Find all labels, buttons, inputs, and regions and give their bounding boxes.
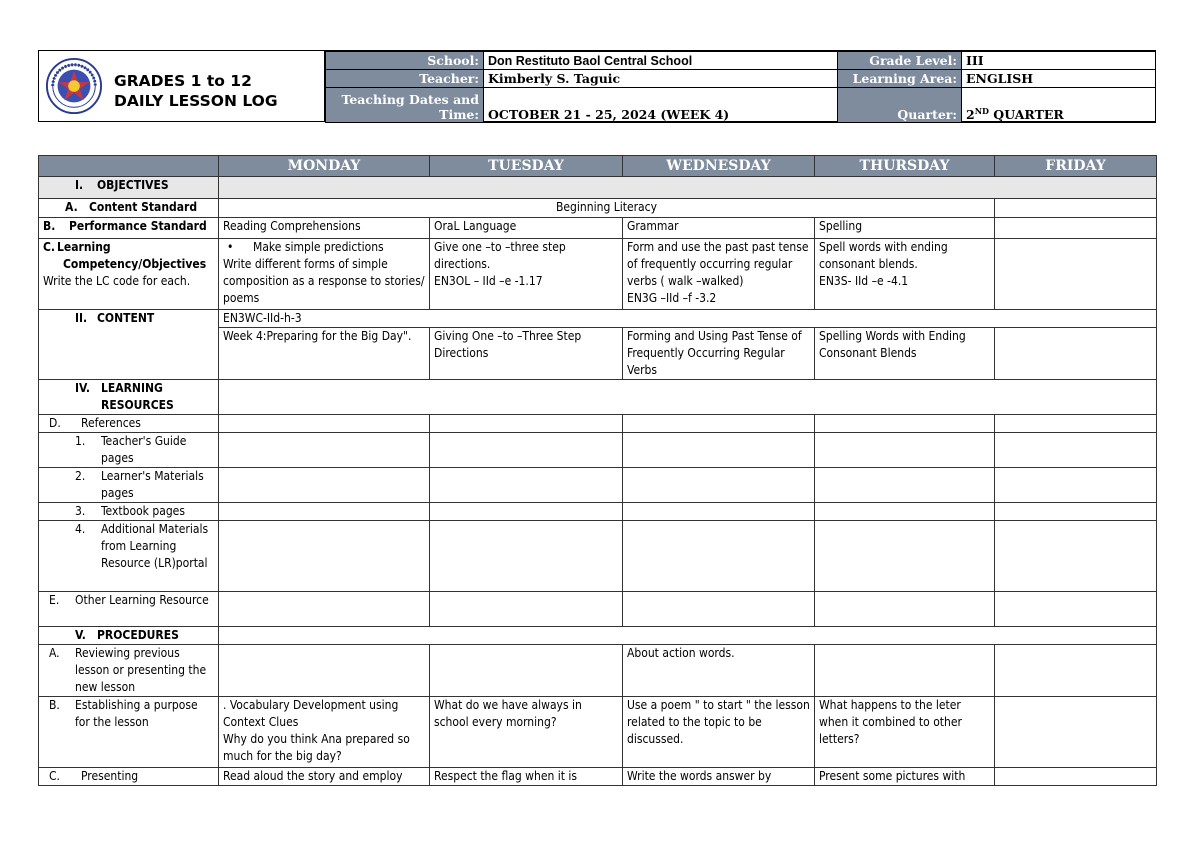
content-code: EN3WC-IId-h-3 [219,310,1157,328]
presenting-row [39,768,1157,786]
additional-monday [219,521,430,592]
performance-monday: Reading Comprehensions [219,218,430,239]
other-tuesday [430,592,623,627]
presenting-friday [995,768,1157,786]
quarter-num: 2 [966,107,975,122]
day-thursday: THURSDAY [815,156,995,177]
references-friday [995,415,1157,433]
reviewing-monday [219,645,430,697]
learning-resources-label: IV. LEARNING RESOURCES [39,380,219,415]
textbook-tuesday [430,503,623,521]
textbook-pages-row [39,503,1157,521]
objectives-span [219,177,1157,199]
title-line-2: DAILY LESSON LOG [114,92,278,110]
tg-friday [995,433,1157,468]
reviewing-friday [995,645,1157,697]
performance-wednesday: Grammar [623,218,815,239]
deped-seal-icon [45,57,103,115]
content-standard-label: A. Content Standard [39,199,219,218]
lesson-plan-table [38,155,1157,786]
competency-monday: • Make simple predictions Write different forms of simple composition as a response to stories/ poems [219,239,430,310]
other-friday [995,592,1157,627]
day-tuesday: TUESDAY [430,156,623,177]
day-header-row [39,156,1157,177]
presenting-monday: Read aloud the story and employ [219,768,430,786]
content-row [39,310,1157,328]
teaching-dates-label [326,88,484,123]
textbook-monday [219,503,430,521]
presenting-thursday: Present some pictures with [815,768,995,786]
tg-monday [219,433,430,468]
day-friday: FRIDAY [995,156,1157,177]
purpose-monday: . Vocabulary Development using Context Clues Why do you think Ana prepared so much for the big day? [219,697,430,768]
lm-tuesday [430,468,623,503]
additional-materials-row [39,521,1157,592]
lm-monday [219,468,430,503]
lm-pages-label: 2. Learner's Materials pages [39,468,219,503]
references-tuesday [430,415,623,433]
quarter-word: QUARTER [988,107,1064,122]
purpose-friday [995,697,1157,768]
additional-wednesday [623,521,815,592]
learning-resources-span [219,380,1157,415]
other-resource-label: E. Other Learning Resource [39,592,219,627]
learning-area-value: ENGLISH [962,70,1156,88]
procedures-label: V. PROCEDURES [39,627,219,645]
references-thursday [815,415,995,433]
other-thursday [815,592,995,627]
purpose-row [39,697,1157,768]
content-thursday: Spelling Words with Ending Consonant Blends [815,328,995,380]
competency-row [39,239,1157,310]
content-wednesday: Forming and Using Past Tense of Frequently Occurring Regular Verbs [623,328,815,380]
other-monday [219,592,430,627]
tg-wednesday [623,433,815,468]
grade-level-value: III [962,52,1156,70]
day-wednesday: WEDNESDAY [623,156,815,177]
reviewing-thursday [815,645,995,697]
textbook-wednesday [623,503,815,521]
content-standard-row [39,199,1157,218]
references-label: D. References [39,415,219,433]
content-standard-friday [995,199,1157,218]
content-tuesday: Giving One –to –Three Step Directions [430,328,623,380]
tg-pages-row [39,433,1157,468]
lm-thursday [815,468,995,503]
lm-wednesday [623,468,815,503]
reviewing-row [39,645,1157,697]
content-monday: Week 4:Preparing for the Big Day". [219,328,430,380]
additional-tuesday [430,521,623,592]
competency-wednesday: Form and use the past past tense of frequently occurring regular verbs ( walk –walked) EN3G –IId –f -3.2 [623,239,815,310]
teaching-dates-value: OCTOBER 21 - 25, 2024 (WEEK 4) [484,88,838,123]
competency-label: C. Learning Competency/Objectives Write the LC code for each. [39,239,219,310]
school-value: Don Restituto Baol Central School [484,52,838,70]
additional-thursday [815,521,995,592]
school-label: School: [326,52,484,70]
day-monday: MONDAY [219,156,430,177]
presenting-label: C. Presenting [39,768,219,786]
reviewing-tuesday [430,645,623,697]
competency-tuesday: Give one –to –three step directions. EN3OL – IId –e -1.17 [430,239,623,310]
content-friday [995,328,1157,380]
lesson-log-header [38,50,1156,122]
other-wednesday [623,592,815,627]
corner-cell [39,156,219,177]
grade-level-label: Grade Level: [838,52,962,70]
textbook-friday [995,503,1157,521]
purpose-tuesday: What do we have always in school every morning? [430,697,623,768]
purpose-wednesday: Use a poem " to start " the lesson related to the topic to be discussed. [623,697,815,768]
header-info-table [325,51,1156,123]
learning-resources-row [39,380,1157,415]
teaching-dates-label-1: Teaching Dates and [341,92,479,107]
logo-cell [39,51,325,121]
competency-friday [995,239,1157,310]
objectives-label: I. OBJECTIVES [39,177,219,199]
textbook-pages-label: 3. Textbook pages [39,503,219,521]
log-title [114,71,278,111]
teacher-value: Kimberly S. Taguic [484,70,838,88]
learning-area-label: Learning Area: [838,70,962,88]
content-standard-value: Beginning Literacy [219,199,995,218]
presenting-tuesday: Respect the flag when it is [430,768,623,786]
additional-materials-label: 4. Additional Materials from Learning Resource (LR)portal [39,521,219,592]
procedures-span [219,627,1157,645]
tg-tuesday [430,433,623,468]
references-monday [219,415,430,433]
teaching-dates-label-2: Time: [439,107,479,122]
lm-friday [995,468,1157,503]
reviewing-wednesday: About action words. [623,645,815,697]
objectives-row [39,177,1157,199]
quarter-sup: ND [974,105,989,116]
quarter-value [962,88,1156,123]
references-row [39,415,1157,433]
quarter-label: Quarter: [838,88,962,123]
performance-tuesday: OraL Language [430,218,623,239]
purpose-label: B. Establishing a purpose for the lesson [39,697,219,768]
teacher-label: Teacher: [326,70,484,88]
tg-thursday [815,433,995,468]
tg-pages-label: 1. Teacher's Guide pages [39,433,219,468]
references-wednesday [623,415,815,433]
competency-thursday: Spell words with ending consonant blends. EN3S- IId –e -4.1 [815,239,995,310]
performance-thursday: Spelling [815,218,995,239]
reviewing-label: A. Reviewing previous lesson or presenting the new lesson [39,645,219,697]
content-label: II. CONTENT [39,310,219,380]
lm-pages-row [39,468,1157,503]
purpose-thursday: What happens to the leter when it combined to other letters? [815,697,995,768]
procedures-row [39,627,1157,645]
other-resource-row [39,592,1157,627]
textbook-thursday [815,503,995,521]
performance-standard-row [39,218,1157,239]
title-line-1: GRADES 1 to 12 [114,72,252,90]
performance-friday [995,218,1157,239]
additional-friday [995,521,1157,592]
presenting-wednesday: Write the words answer by [623,768,815,786]
performance-standard-label: B. Performance Standard [39,218,219,239]
